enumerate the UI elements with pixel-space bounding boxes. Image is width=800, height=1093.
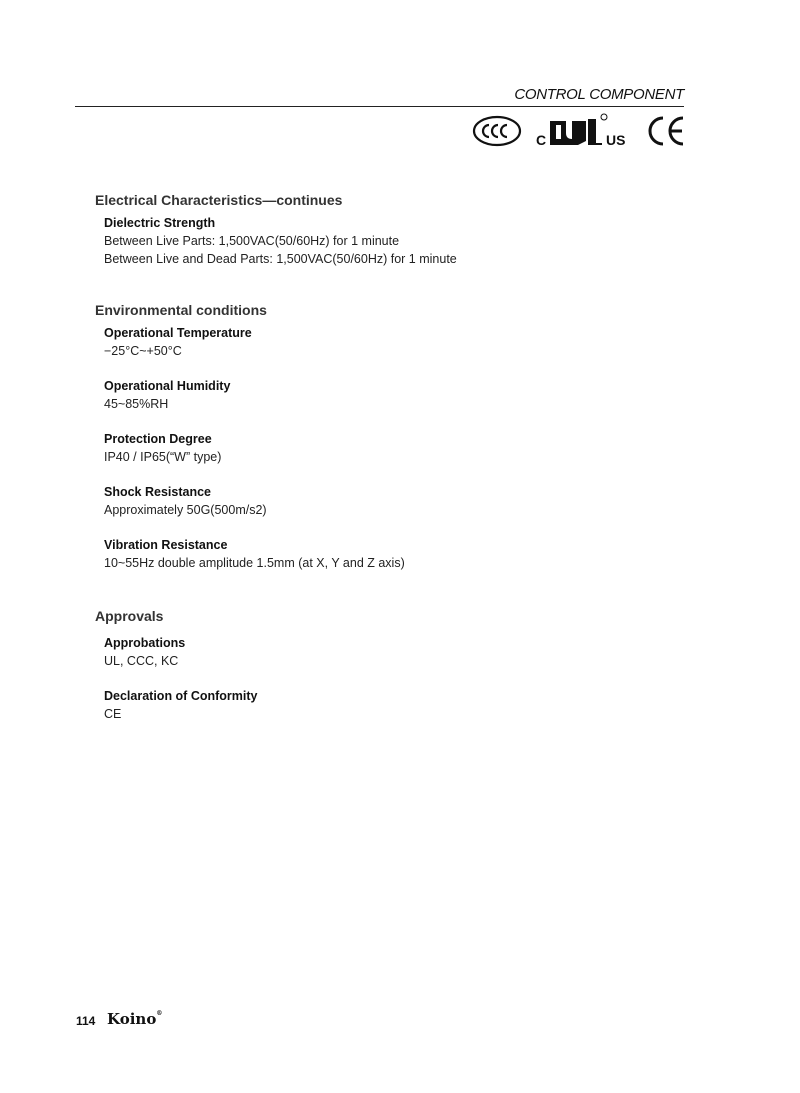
item-label-vibration-resistance: Vibration Resistance [104, 538, 228, 552]
ce-mark-icon [647, 115, 687, 147]
item-value-shock-resistance: Approximately 50G(500m/s2) [104, 503, 267, 517]
item-label-operational-humidity: Operational Humidity [104, 379, 231, 393]
item-label-operational-temperature: Operational Temperature [104, 326, 252, 340]
ccc-mark-icon [472, 115, 522, 147]
brand-name: Koino [107, 1010, 157, 1028]
item-value-declaration-of-conformity: CE [104, 707, 122, 721]
item-label-declaration-of-conformity: Declaration of Conformity [104, 689, 258, 703]
item-value-operational-humidity: 45~85%RH [104, 397, 169, 411]
header-title: CONTROL COMPONENT [514, 86, 684, 103]
header-divider [75, 106, 684, 107]
item-value-approbations: UL, CCC, KC [104, 654, 179, 668]
item-label-shock-resistance: Shock Resistance [104, 485, 211, 499]
registered-mark-icon: ® [156, 1010, 163, 1017]
certification-logos [472, 113, 687, 147]
cul-us-mark-icon [534, 113, 634, 147]
item-label-approbations: Approbations [104, 636, 186, 650]
section-heading-electrical: Electrical Characteristics—continues [95, 192, 343, 208]
svg-text:US: US [606, 132, 626, 147]
svg-text:C: C [536, 132, 547, 147]
item-label-dielectric-strength: Dielectric Strength [104, 216, 216, 230]
item-value-protection-degree: IP40 / IP65(“W” type) [104, 450, 222, 464]
section-heading-approvals: Approvals [95, 608, 164, 624]
item-value-vibration-resistance: 10~55Hz double amplitude 1.5mm (at X, Y and Z axis) [104, 556, 405, 570]
item-value-dielectric-1: Between Live Parts: 1,500VAC(50/60Hz) for 1 minute [104, 234, 400, 248]
item-value-operational-temperature: −25°C~+50°C [104, 344, 182, 358]
item-label-protection-degree: Protection Degree [104, 432, 212, 446]
item-value-dielectric-2: Between Live and Dead Parts: 1,500VAC(50/60Hz) for 1 minute [104, 252, 457, 266]
section-heading-environmental: Environmental conditions [95, 302, 267, 318]
page-number: 114 [76, 1014, 96, 1028]
brand-logo [107, 1010, 162, 1028]
